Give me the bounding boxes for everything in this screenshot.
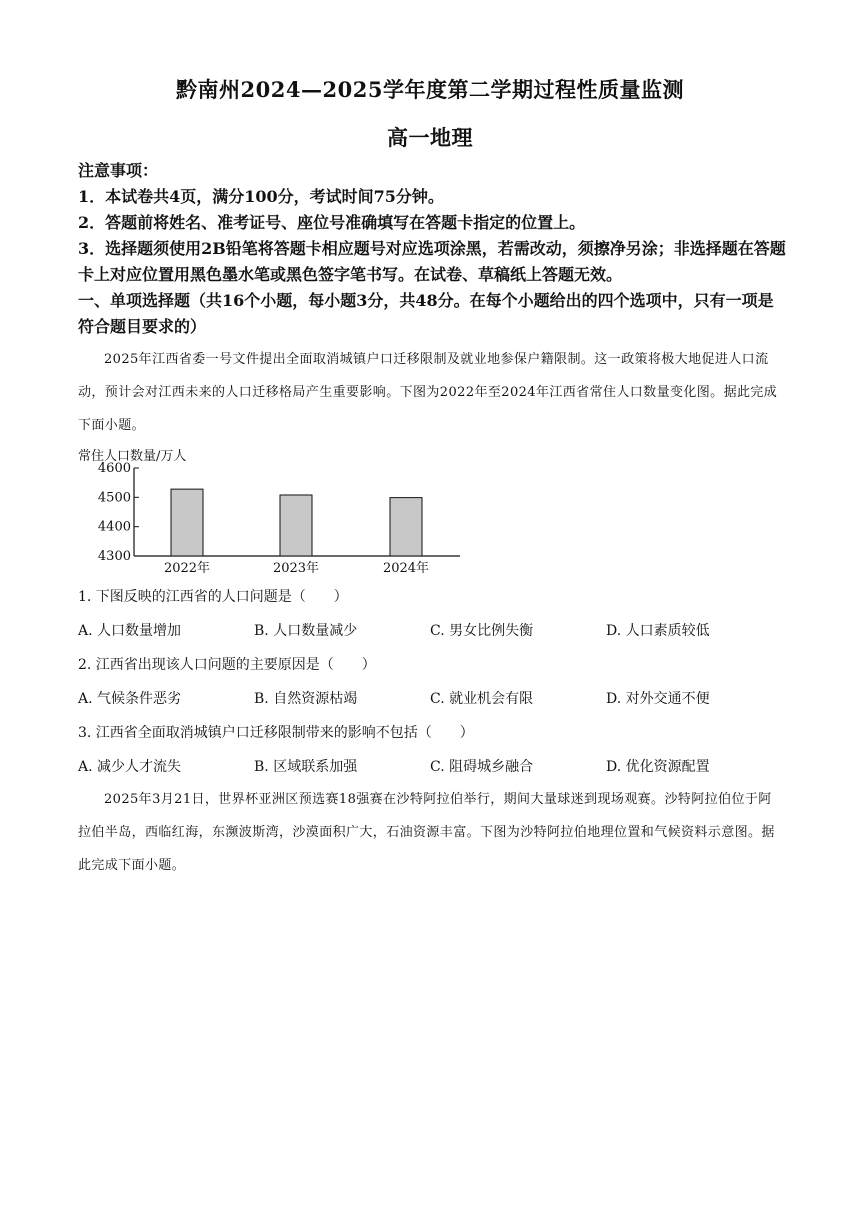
- question-2-stem: 2. 江西省出现该人口问题的主要原因是（ ）: [78, 657, 376, 673]
- chart-x-tick-label: 2022年: [163, 561, 211, 576]
- chart-y-tick-label: 4500: [97, 490, 131, 506]
- exam-title: 黔南州2024—2025学年度第二学期过程性质量监测: [176, 77, 684, 102]
- q2-option-c[interactable]: C. 就业机会有限: [430, 691, 534, 707]
- question-2-options: [78, 689, 778, 709]
- q3-option-b[interactable]: B. 区域联系加强: [254, 759, 358, 775]
- question-1-options: [78, 621, 778, 641]
- q2-option-b[interactable]: B. 自然资源枯竭: [254, 691, 358, 707]
- question-3-options: [78, 757, 778, 777]
- notice-item-3: 3．选择题须使用2B铅笔将答题卡相应题号对应选项涂黑，若需改动，须擦净另涂；非选择题在答题卡上对应位置用黑色墨水笔或黑色签字笔书写。在试卷、草稿纸上答题无效。: [78, 239, 786, 284]
- chart-x-tick-label: 2024年: [382, 561, 430, 576]
- exam-subject: 高一地理: [387, 125, 473, 150]
- question-3-stem: 3. 江西省全面取消城镇户口迁移限制带来的影响不包括（ ）: [78, 725, 474, 741]
- chart-y-tick-label: 4300: [97, 549, 131, 564]
- q1-option-c[interactable]: C. 男女比例失衡: [430, 623, 534, 639]
- q1-option-b[interactable]: B. 人口数量减少: [254, 623, 358, 639]
- chart-bar: [390, 498, 422, 556]
- q3-option-d[interactable]: D. 优化资源配置: [606, 759, 710, 775]
- q1-option-a[interactable]: A. 人口数量增加: [78, 623, 182, 639]
- chart-y-tick-label: 4600: [97, 461, 131, 476]
- passage-saudi-arabia: 2025年3月21日，世界杯亚洲区预选赛18强赛在沙特阿拉伯举行，期间大量球迷到现场观赛。沙特阿拉伯位于阿拉伯半岛，西临红海，东濒波斯湾，沙漠面积广大，石油资源丰富。下图为沙特阿拉伯地理位置和气候资料示意图。据此完成下面小题。: [78, 792, 775, 873]
- q2-option-a[interactable]: A. 气候条件恶劣: [78, 691, 182, 707]
- chart-x-tick-label: 2023年: [272, 561, 320, 576]
- chart-y-axis-label: 常住人口数量/万人: [78, 449, 187, 464]
- chart-y-tick-label: 4400: [97, 519, 131, 535]
- notice-heading: 注意事项：: [78, 161, 159, 180]
- population-bar-chart: [74, 444, 474, 584]
- q1-option-d[interactable]: D. 人口素质较低: [606, 623, 710, 639]
- chart-bar: [280, 495, 312, 556]
- q3-option-c[interactable]: C. 阻碍城乡融合: [430, 759, 534, 775]
- notice-item-1: 1．本试卷共4页，满分100分，考试时间75分钟。: [78, 187, 444, 206]
- notice-item-2: 2．答题前将姓名、准考证号、座位号准确填写在答题卡指定的位置上。: [78, 213, 586, 232]
- q3-option-a[interactable]: A. 减少人才流失: [78, 759, 182, 775]
- section-heading: 一、单项选择题（共16个小题，每小题3分，共48分。在每个小题给出的四个选项中，只有一项是符合题目要求的）: [78, 291, 774, 336]
- chart-bar: [171, 489, 203, 556]
- passage-jiangxi: 2025年江西省委一号文件提出全面取消城镇户口迁移限制及就业地参保户籍限制。这一政策将极大地促进人口流动，预计会对江西未来的人口迁移格局产生重要影响。下图为2022年至2024年江西省常住人口数量变化图。据此完成下面小题。: [78, 352, 778, 433]
- q2-option-d[interactable]: D. 对外交通不便: [606, 691, 710, 707]
- question-1-stem: 1. 下图反映的江西省的人口问题是（ ）: [78, 589, 348, 605]
